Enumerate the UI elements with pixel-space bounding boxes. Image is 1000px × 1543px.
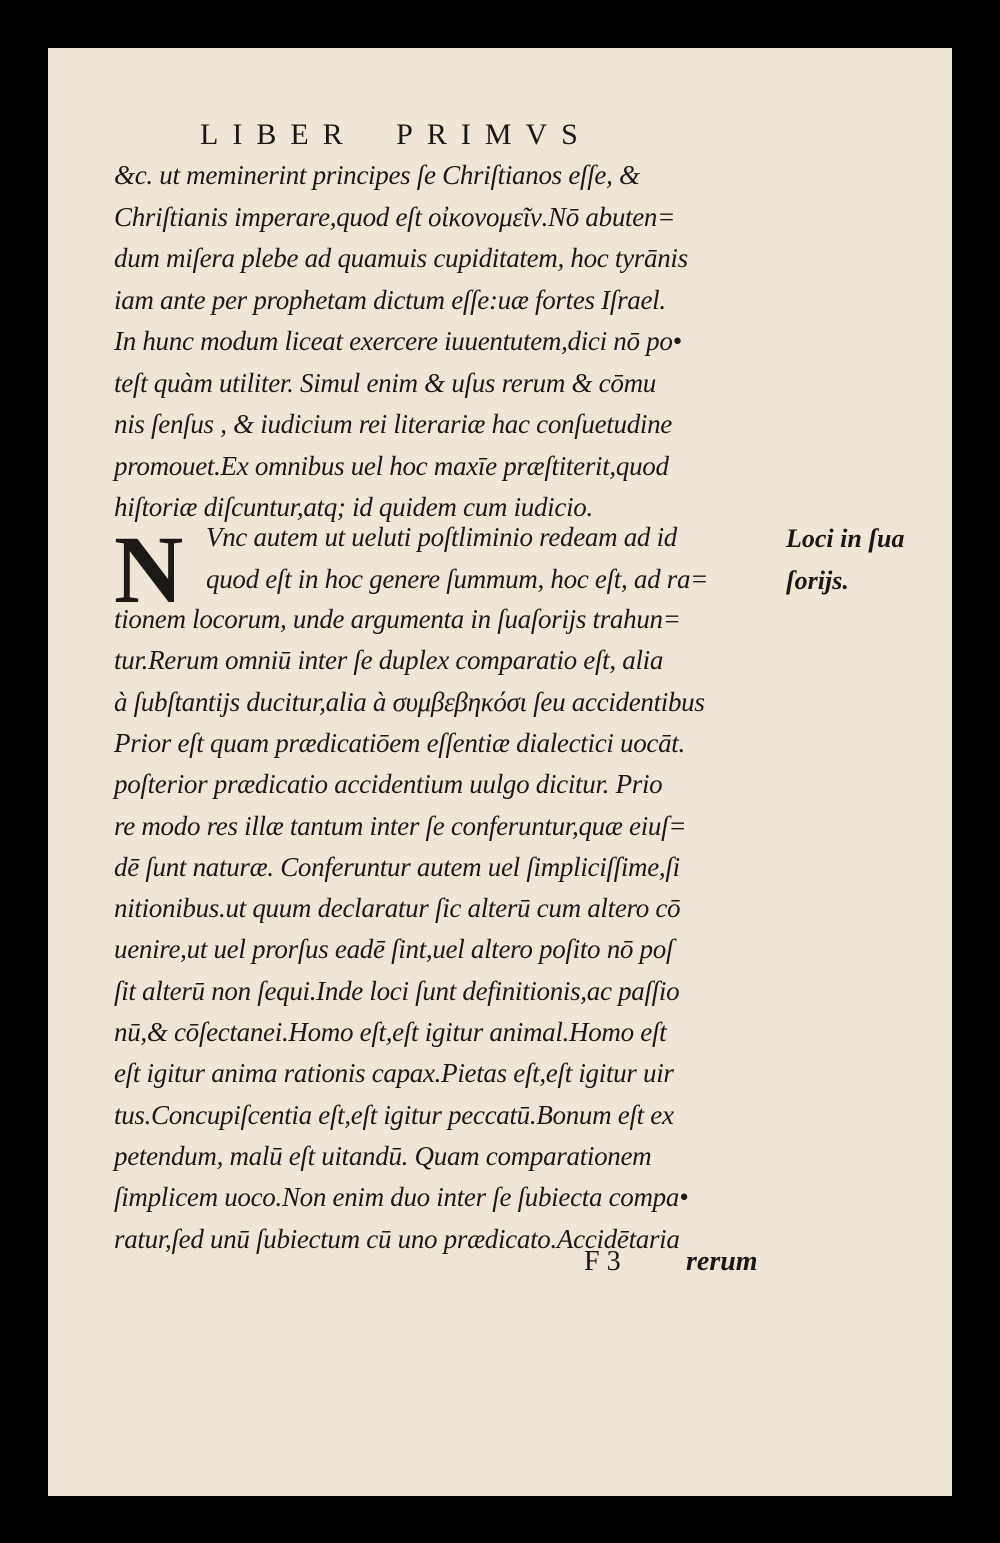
text-line: dum miſera plebe ad quamuis cupiditatem, hoc tyrānis	[114, 243, 688, 273]
text-line: nis ſenſus , & iudicium rei literariæ hac conſuetudine	[114, 409, 672, 439]
text-line: nitionibus.ut quum declaratur ſic alterū cum altero cō	[114, 893, 681, 924]
text-line: ratur,ſed unū ſubiectum cū uno prædicato.Accidētaria	[114, 1223, 680, 1254]
text-line: hiſtoriæ diſcuntur,atq; id quidem cum iudicio.	[114, 492, 593, 522]
text-line: tus.Concupiſcentia eſt,eſt igitur peccatū.Bonum eſt ex	[114, 1099, 674, 1130]
text-line: ſimplicem uoco.Non enim duo inter ſe ſubiecta compa•	[114, 1182, 689, 1213]
text-line: dē ſunt naturæ. Conferuntur autem uel ſimpliciſſime,ſi	[114, 851, 680, 882]
text-line: Vnc autem ut ueluti poſtliminio redeam ad id	[206, 522, 677, 552]
catchword: rerum	[686, 1246, 758, 1277]
drop-cap: N	[114, 516, 184, 623]
marginal-note-line: Loci in ſua	[786, 524, 905, 553]
text-line: nū,& cōſectanei.Homo eſt,eſt igitur animal.Homo eſt	[114, 1017, 667, 1047]
text-line: iam ante per prophetam dictum eſſe:uæ fortes Iſrael.	[114, 284, 666, 315]
text-line: uenire,ut uel prorſus eadē ſint,uel altero poſito nō poſ	[114, 934, 674, 965]
text-line: &c. ut meminerint principes ſe Chriſtianos eſſe, &	[114, 160, 640, 190]
text-line: quod eſt in hoc genere ſummum, hoc eſt, ad ra=	[206, 563, 709, 594]
text-line: re modo res illæ tantum inter ſe conferuntur,quæ eiuſ=	[114, 810, 687, 841]
text-line: eſt igitur anima rationis capax.Pietas eſt,eſt igitur uir	[114, 1058, 674, 1089]
running-head: LIBER PRIMVS	[200, 118, 592, 151]
text-line: teſt quàm utiliter. Simul enim & uſus rerum & cōmu	[114, 367, 656, 398]
text-line: Prior eſt quam prædicatiōem eſſentiæ dialectici uocāt.	[114, 727, 685, 758]
text-line: petendum, malū eſt uitandū. Quam comparationem	[114, 1140, 652, 1171]
text-line: poſterior prædicatio accidentium uulgo dicitur. Prio	[114, 769, 663, 800]
text-line: Chriſtianis imperare,quod eſt οἰκονομεῖν.Nō abuten=	[114, 201, 676, 232]
text-line: ſit alterū non ſequi.Inde loci ſunt definitionis,ac paſſio	[114, 975, 680, 1006]
marginal-note-line: ſorijs.	[786, 566, 849, 595]
text-line: tionem locorum, unde argumenta in ſuaſorijs trahun=	[114, 604, 681, 634]
text-line: à ſubſtantijs ducitur,alia à συμβεβηκόσι ſeu accidentibus	[114, 686, 705, 717]
text-line: tur.Rerum omniū inter ſe duplex comparatio eſt, alia	[114, 645, 664, 676]
text-line: In hunc modum liceat exercere iuuentutem,dici nō po•	[114, 326, 682, 356]
text-line: promouet.Ex omnibus uel hoc maxīe præſtiterit,quod	[114, 450, 669, 481]
signature-mark: F 3	[584, 1246, 621, 1277]
